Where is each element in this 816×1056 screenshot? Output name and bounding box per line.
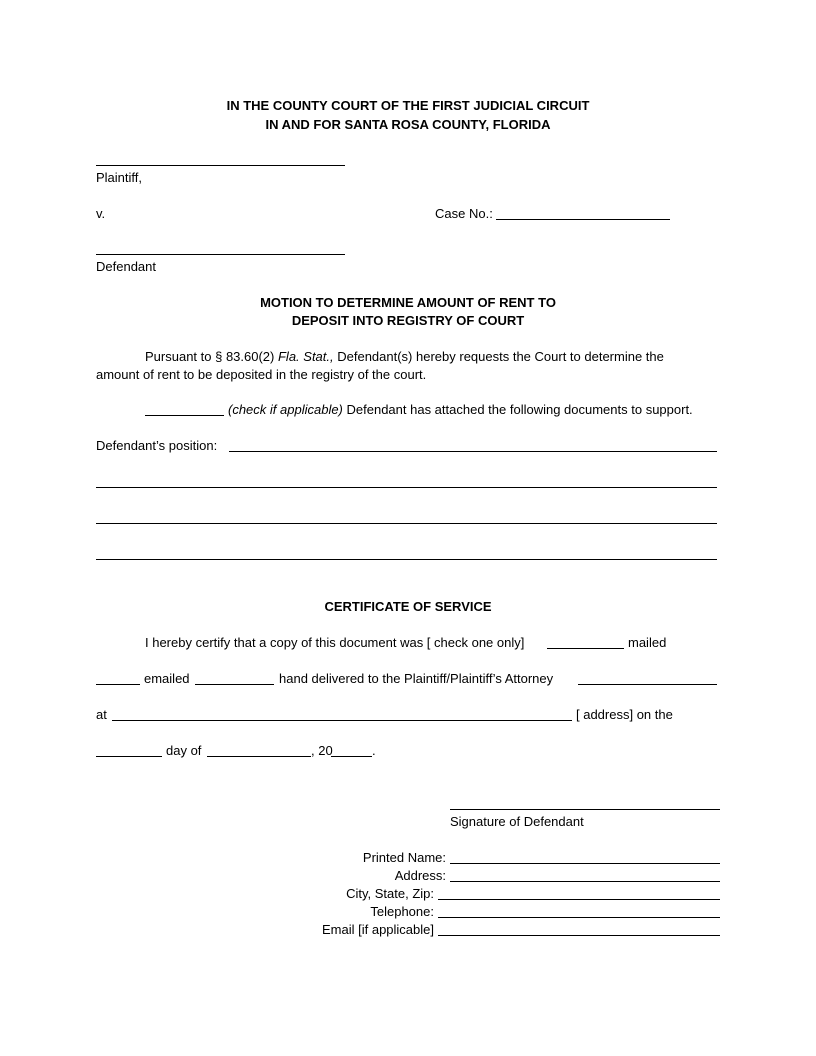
day-of-label: day of <box>166 743 202 758</box>
para1-text-a: Pursuant to § 83.60(2) <box>145 349 278 364</box>
date-period: . <box>372 743 376 758</box>
attached-documents-checkbox-blank[interactable] <box>145 415 224 416</box>
at-label: at <box>96 707 107 722</box>
attached-documents-text: Defendant has attached the following documents to support. <box>342 402 693 417</box>
mailed-checkbox-blank[interactable] <box>547 648 624 649</box>
address-on-the-label: [ address] on the <box>576 707 673 722</box>
signature-label: Signature of Defendant <box>450 814 584 829</box>
statute-citation: Fla. Stat., <box>277 349 334 364</box>
defendant-position-blank-4[interactable] <box>96 559 717 560</box>
email-blank[interactable] <box>438 935 720 936</box>
city-state-zip-blank[interactable] <box>438 899 720 900</box>
address-label: Address: <box>394 868 446 883</box>
emailed-checkbox-blank[interactable] <box>96 684 140 685</box>
motion-title-line2: DEPOSIT INTO REGISTRY OF COURT <box>291 313 525 328</box>
defendant-name-blank[interactable] <box>96 254 345 255</box>
address-blank[interactable] <box>450 881 720 882</box>
emailed-label: emailed <box>144 671 190 686</box>
service-address-blank[interactable] <box>112 720 572 721</box>
hand-delivered-checkbox-blank[interactable] <box>195 684 274 685</box>
telephone-blank[interactable] <box>438 917 720 918</box>
check-applicable-note: (check if applicable) <box>228 402 343 417</box>
court-name-line2: IN AND FOR SANTA ROSA COUNTY, FLORIDA <box>265 117 551 132</box>
printed-name-label: Printed Name: <box>362 850 446 865</box>
defendant-label: Defendant <box>96 259 156 274</box>
court-name-line1: IN THE COUNTY COURT OF THE FIRST JUDICIAL CIRCUIT <box>226 98 590 113</box>
certificate-line1-text: I hereby certify that a copy of this document was [ check one only] <box>145 635 525 650</box>
defendant-position-blank-2[interactable] <box>96 487 717 488</box>
body-paragraph-1-cont: amount of rent to be deposited in the registry of the court. <box>96 367 427 382</box>
body-paragraph-1 <box>145 349 664 365</box>
month-blank[interactable] <box>207 756 311 757</box>
attorney-name-blank[interactable] <box>578 684 717 685</box>
check-applicable-line <box>228 402 693 418</box>
city-state-zip-label: City, State, Zip: <box>346 886 434 901</box>
case-no-label: Case No.: <box>435 206 493 221</box>
plaintiff-label: Plaintiff, <box>96 170 143 185</box>
signature-line[interactable] <box>450 809 720 810</box>
versus-label: v. <box>96 206 106 221</box>
hand-delivered-label: hand delivered to the Plaintiff/Plaintiff’s Attorney <box>279 671 554 686</box>
printed-name-blank[interactable] <box>450 863 720 864</box>
year-prefix: , 20 <box>311 743 333 758</box>
certificate-heading: CERTIFICATE OF SERVICE <box>324 599 492 614</box>
defendant-position-label: Defendant’s position: <box>96 438 218 453</box>
plaintiff-name-blank[interactable] <box>96 165 345 166</box>
year-blank[interactable] <box>331 756 372 757</box>
motion-title-line1: MOTION TO DETERMINE AMOUNT OF RENT TO <box>260 295 556 310</box>
day-blank[interactable] <box>96 756 162 757</box>
para1-text-b: Defendant(s) hereby requests the Court to determine the <box>333 349 664 364</box>
telephone-label: Telephone: <box>370 904 434 919</box>
case-no-blank[interactable] <box>496 219 670 220</box>
defendant-position-blank-3[interactable] <box>96 523 717 524</box>
mailed-label: mailed <box>628 635 667 650</box>
email-label: Email [if applicable] <box>322 922 434 937</box>
defendant-position-blank-1[interactable] <box>229 451 717 452</box>
